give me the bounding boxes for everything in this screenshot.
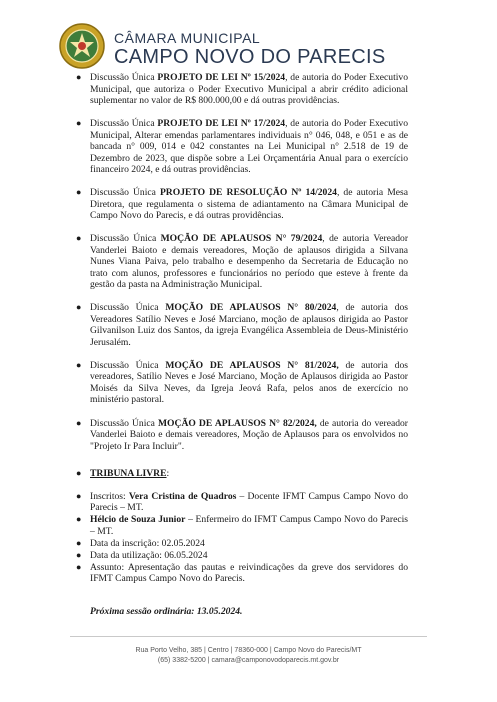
bullet-icon: ●	[76, 118, 82, 129]
bullet-icon: ●	[76, 561, 82, 572]
footer-address: Rua Porto Velho, 385 | Centro | 78360-000 | Campo Novo do Parecis/MT	[135, 647, 362, 654]
agenda-item: ● Discussão Única PROJETO DE LEI Nº 15/2024, de autoria do Poder Executivo Municipal, que autoriza o Poder Executivo Municipal a abrir crédito adicional suplementar no valor de R$ 800.000,00 e dá outras providências.	[76, 72, 408, 106]
agenda-item: ● Discussão Única MOÇÃO DE APLAUSOS N° 80/2024, de autoria dos Vereadores Satílio Neves e José Marciano, moção de aplausos dirigida ao Pastor Gilvanilson Luiz dos Santos, da igreja Evangélica Assembleia de Deus-Ministério Jerusalém.	[76, 302, 408, 348]
tribuna-livre-heading: ● TRIBUNA LIVRE:	[76, 468, 170, 480]
institution-name-line1: CÂMARA MUNICIPAL	[114, 30, 261, 46]
info-item: ● Data da utilização: 06.05.2024	[76, 549, 208, 561]
bullet-icon: ●	[76, 549, 82, 560]
agenda-item: ● Discussão Única PROJETO DE RESOLUÇÃO Nº 14/2024, de autoria Mesa Diretora, que regulamenta o sistema de adiantamento na Câmara Municipal de Campo Novo do Parecis, e dá outras providências.	[76, 187, 408, 222]
agenda-list	[76, 72, 409, 452]
next-session: Próxima sessão ordinária: 13.05.2024.	[90, 605, 243, 617]
bullet-icon: ●	[76, 490, 82, 501]
info-item: ● Inscritos: Vera Cristina de Quadros – Docente IFMT Campus Campo Novo do Parecis – MT.	[76, 490, 408, 514]
bullet-icon: ●	[76, 359, 82, 370]
info-item: ● Hélcio de Souza Junior – Enfermeiro do IFMT Campus Campo Novo do Parecis – MT.	[76, 514, 409, 537]
info-item: ● Assunto: Apresentação das pautas e reivindicações da greve dos servidores do IFMT Campus Campo Novo do Parecis.	[76, 561, 408, 585]
document-body	[76, 72, 409, 617]
municipal-seal-icon	[58, 22, 106, 70]
agenda-item: ● Discussão Única PROJETO DE LEI Nº 17/2024, de autoria do Poder Executivo Municipal, Alterar emendas parlamentares individuais n° 046, 048, e 051 e as de bancada n° 009, 014 e 042 constantes na Lei Municipal n° 2.518 de 19 de Dezembro de 2023, que dispõe sobre a Lei Orçamentária Anual para o exercício financeiro 2024, e dá outras providências.	[76, 118, 408, 176]
bullet-icon: ●	[76, 468, 82, 479]
bullet-icon: ●	[76, 187, 82, 198]
info-item: ● Data da inscrição: 02.05.2024	[76, 537, 205, 549]
agenda-item: ● Discussão Única MOÇÃO DE APLAUSOS N° 81/2024, de autoria dos vereadores, Satílio Neves e José Marciano, Moção de Aplausos dirigida ao Pastor Moisés da Silva Neves, da Igreja Jeová Rafa, pelos anos de exercício no ministério pastoral.	[76, 359, 408, 406]
bullet-icon: ●	[76, 417, 82, 428]
bullet-icon: ●	[76, 514, 82, 525]
footer	[0, 646, 497, 666]
tribuna-info-list	[76, 490, 409, 585]
bullet-icon: ●	[76, 233, 82, 244]
bullet-icon: ●	[76, 302, 82, 313]
footer-contact: (65) 3382-5200 | camara@camponovodoparecis.mt.gov.br	[157, 657, 340, 664]
letterhead	[58, 22, 458, 72]
bullet-icon: ●	[76, 537, 82, 548]
bullet-icon: ●	[76, 72, 82, 82]
institution-name-line2: CAMPO NOVO DO PARECIS	[114, 46, 386, 68]
agenda-item: ● Discussão Única MOÇÃO DE APLAUSOS N° 79/2024, de autoria Vereador Vanderlei Baioto e demais vereadores, Moção de aplausos dirigida a Silvana Nunes Viana Paiva, pelo trabalho e desempenho da Secretaria de Educação no trato com alunos, professores e funcionários no período que esteve à frente da gestão da pasta na Administração Municipal.	[76, 233, 409, 291]
footer-divider	[70, 636, 427, 637]
agenda-item: ● Discussão Única MOÇÃO DE APLAUSOS N° 82/2024, de autoria do vereador Vanderlei Baioto e demais vereadores, Moção de Aplausos para os envolvidos no "Projeto Ir Para Incluir".	[76, 417, 409, 452]
